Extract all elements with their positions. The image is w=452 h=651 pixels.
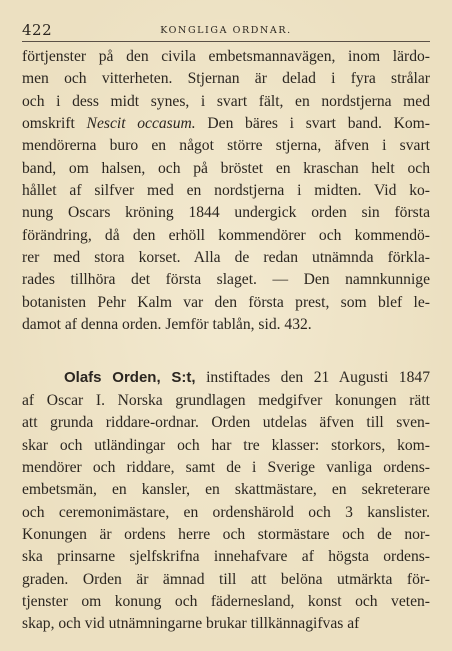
paragraph1-line: damot af denna orden. Jemför tablån, sid. 432. (22, 316, 312, 334)
order-heading: Olafs Orden, S:t, (64, 369, 196, 387)
paragraph-gap (22, 336, 430, 367)
paragraph2-line: och ceremonimästare, en ordenshärold och 3 kanslister. (22, 503, 430, 521)
paragraph2-line: embetsmän, en kansler, en skattmästare, en sekreterare (22, 481, 430, 499)
paragraph2-line: Konungen är ordens herre och stormästare och de nor- (22, 525, 430, 543)
paragraph2-line: tjenster om konung och fädernesland, konst och veten- (22, 592, 430, 610)
paragraph-ordre-nordstjerna-continued (22, 46, 430, 336)
paragraph1-line: förtjenster på den civila embetsmannavägen, inom lärdo- (22, 48, 430, 65)
running-head: KONGLIGA ORDNAR. (160, 25, 292, 36)
paragraph1-line: band, om halsen, och på bröstet en kraschan helt och (22, 159, 430, 177)
paragraph1-line: hållet af silfver med en nordstjerna i midten. Vid ko- (22, 182, 430, 200)
paragraph2-line: ska prinsarne sjelfskrifna innehafvare af högsta ordens- (22, 548, 430, 566)
paragraph1-line: och i dess midt synes, i svart fält, en nordstjerna med (22, 92, 430, 110)
paragraph1-line: men och vitterheten. Stjernan är delad i fyra strålar (22, 70, 430, 88)
page-number: 422 (22, 21, 53, 39)
paragraph1-line: rades tillhöra det första slaget. — Den namnkunnige (22, 271, 430, 289)
paragraph2-line: skar och utländingar och har tre klasser: storkors, kom- (22, 436, 430, 454)
paragraph2-line: skap, och vid utnämningarne brukar tillkännagifvas af (22, 615, 360, 633)
page-header (22, 21, 430, 41)
first-line-text: instiftades den 21 Augusti 1847 (206, 369, 430, 387)
page-body (22, 46, 430, 636)
paragraph-first-line (22, 367, 430, 389)
paragraph2-line: graden. Orden är ämnad till att belöna utmärkta för- (22, 570, 430, 588)
paragraph2-line: mendörer och riddare, samt de i Sverige vanliga ordens- (22, 458, 430, 476)
paragraph-olafs-orden (22, 367, 430, 635)
paragraph1-line: rer med stora korset. Alla de redan utnämnda förkla- (22, 249, 430, 267)
header-rule (22, 41, 430, 42)
paragraph2-line: att grunda riddare-ordnar. Orden utdelas äfven till sven- (22, 414, 430, 432)
paragraph1-line: nung Oscars kröning 1844 undergick orden sin första (22, 204, 430, 222)
paragraph1-line: förändring, då den erhöll kommendörer och kommendö- (22, 226, 430, 244)
italic-text: Nescit occasum. (86, 115, 196, 133)
paragraph1-line: mendörerna buro en något större stjerna, äfven i svart (22, 137, 430, 155)
paragraph1-line: botanisten Pehr Kalm var den första prest, som blef le- (22, 293, 430, 311)
paragraph1-line: omskrift Nescit occasum. Den bäres i svart band. Kom- (22, 115, 430, 133)
paragraph2-line: af Oscar I. Norska grundlagen medgifver konungen rätt (22, 391, 430, 409)
